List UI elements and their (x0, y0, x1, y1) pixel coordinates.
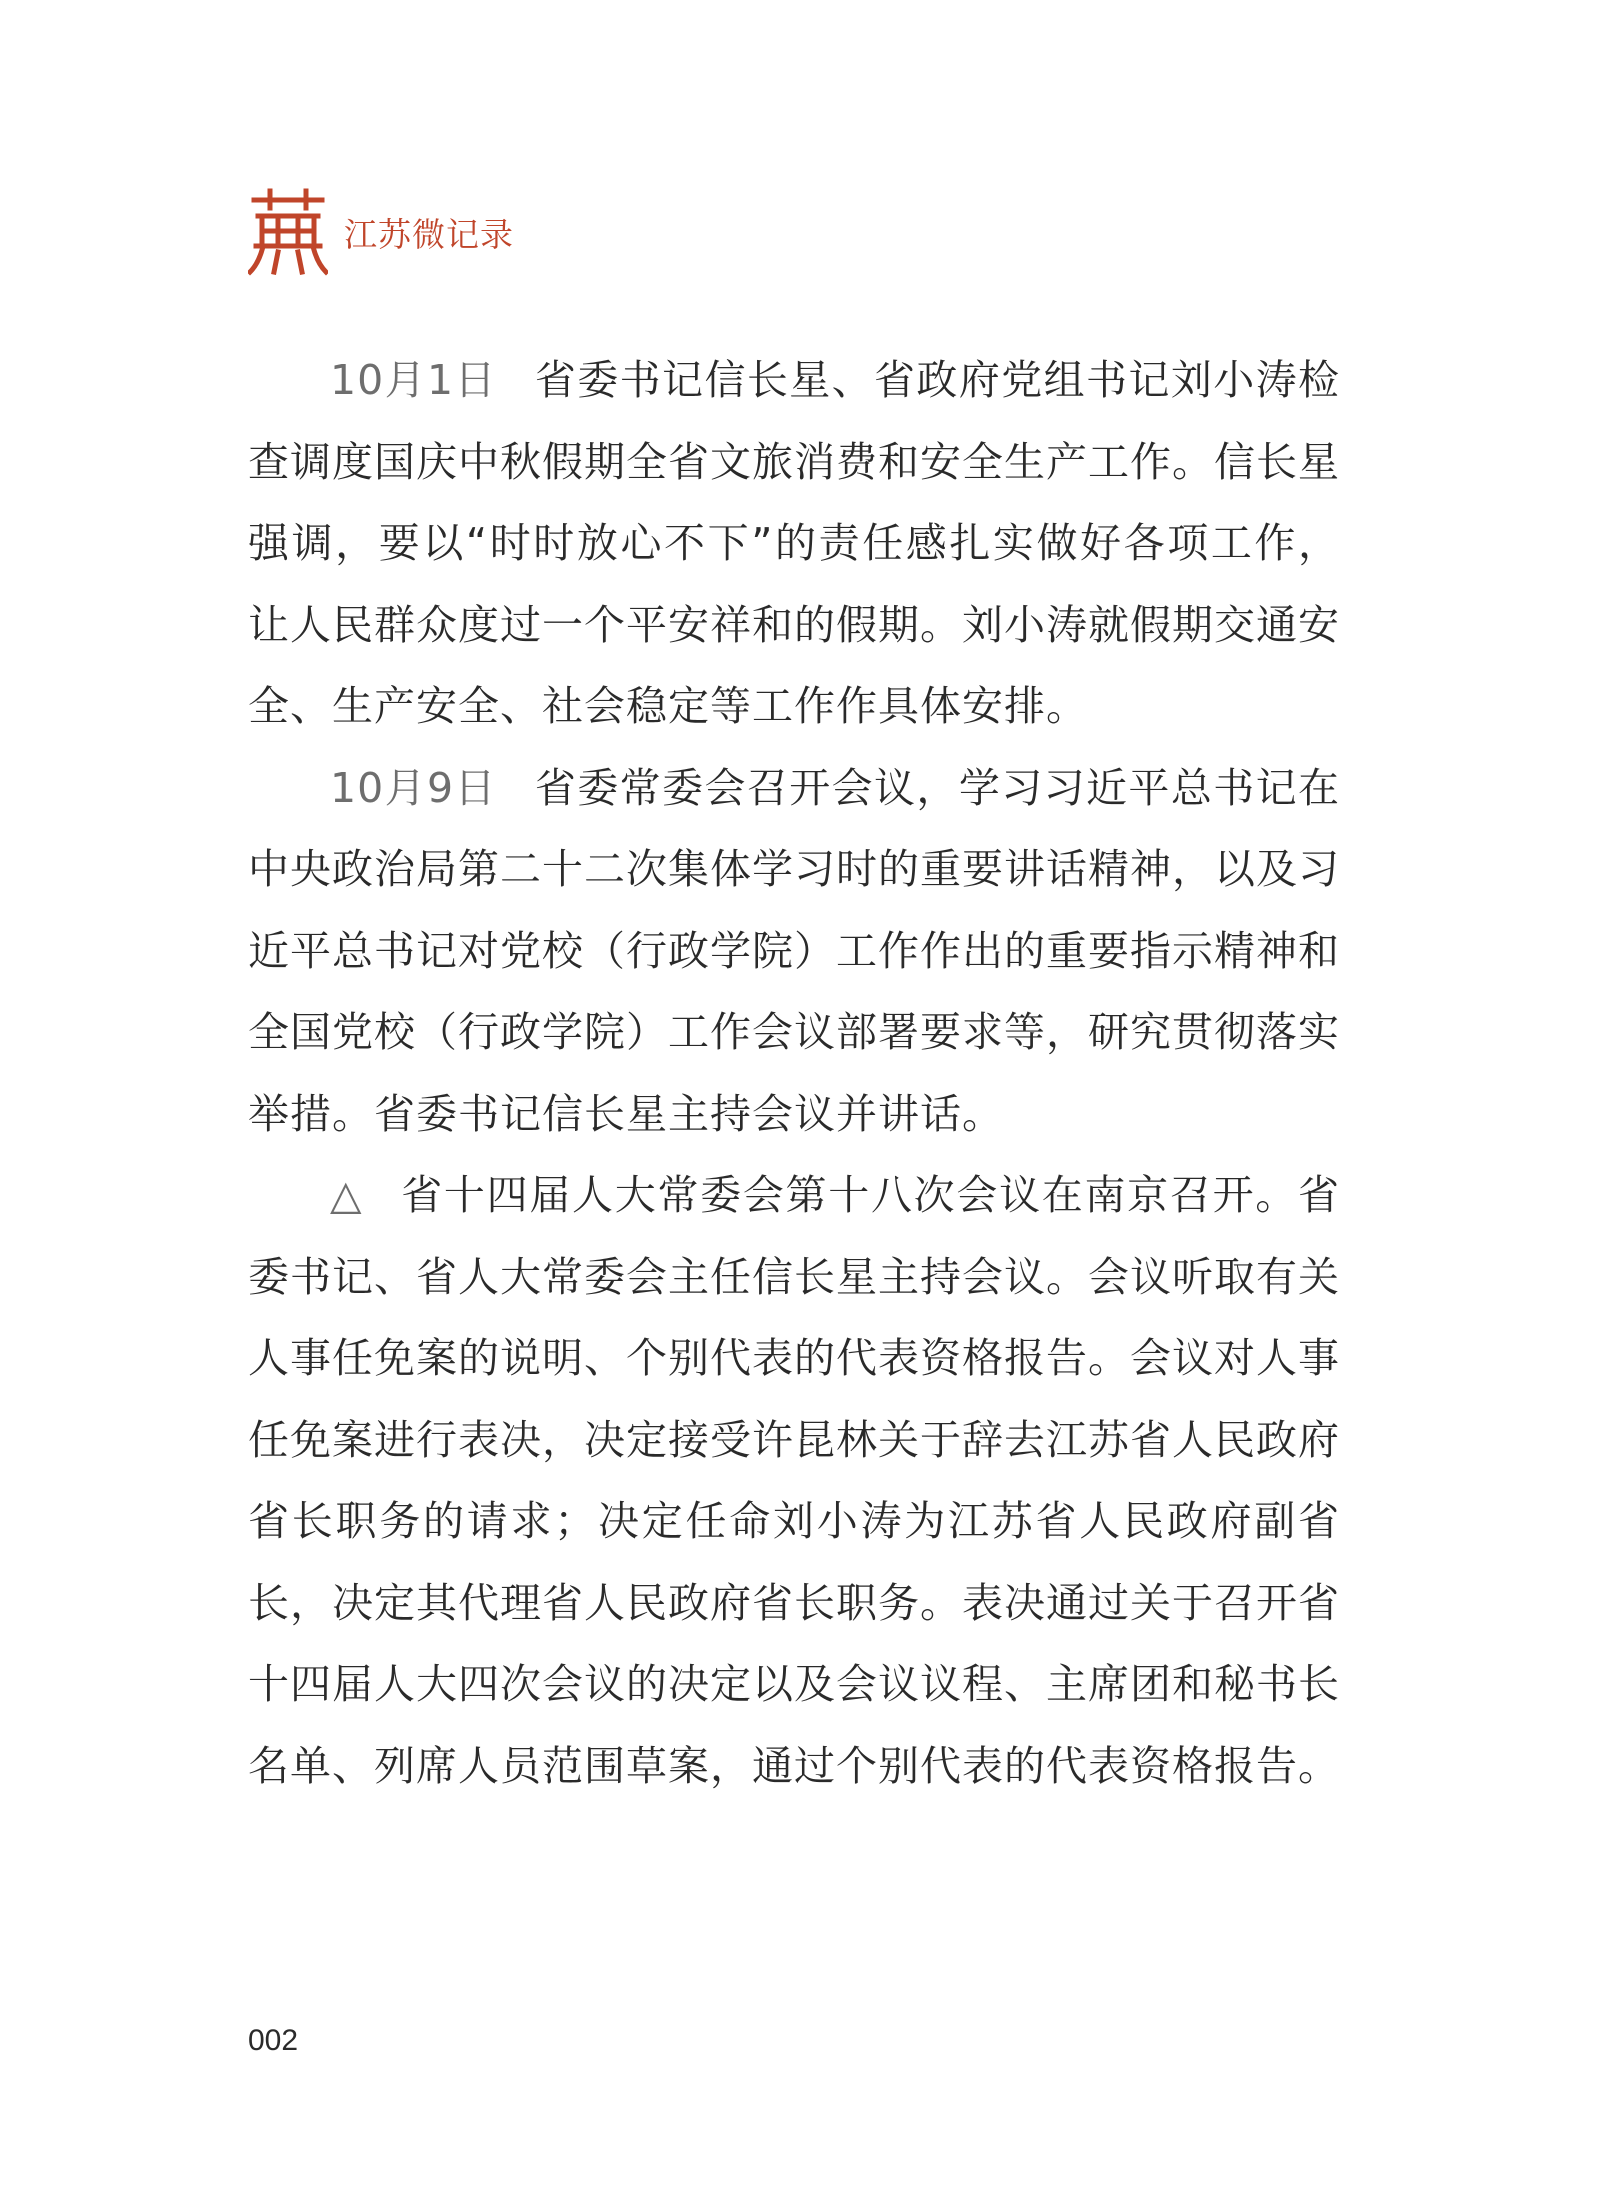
triangle-marker-icon: △ (330, 1171, 364, 1219)
entry-paragraph (248, 748, 1340, 1156)
entry-paragraph (248, 1155, 1340, 1807)
entry-text: 省十四届人大常委会第十八次会议在南京召开。省委书记、省人大常委会主任信长星主持会议。会议听取有关人事任免案的说明、个别代表的代表资格报告。会议对人事任免案进行表决，决定接受许昆林关于辞去江苏省人民政府省长职务的请求；决定任命刘小涛为江苏省人民政府副省长，决定其代理省人民政府省长职务。表决通过关于召开省十四届人大四次会议的决定以及会议议程、主席团和秘书长名单、列席人员范围草案，通过个别代表的代表资格报告。 (248, 1171, 1340, 1790)
entry-paragraph (248, 340, 1340, 748)
header-title: 江苏微记录 (344, 214, 514, 254)
entry-date: 10月9日 (330, 763, 497, 812)
article-body (248, 340, 1340, 1807)
jiangsu-logo-icon (248, 188, 328, 276)
entry-text: 省委常委会召开会议，学习习近平总书记在中央政治局第二十二次集体学习时的重要讲话精神，以及习近平总书记对党校（行政学院）工作作出的重要指示精神和全国党校（行政学院）工作会议部署要求等，研究贯彻落实举措。省委书记信长星主持会议并讲话。 (248, 763, 1341, 1138)
entry-text: 省委书记信长星、省政府党组书记刘小涛检查调度国庆中秋假期全省文旅消费和安全生产工作。信长星强调，要以“时时放心不下”的责任感扎实做好各项工作，让人民群众度过一个平安祥和的假期。刘小涛就假期交通安全、生产安全、社会稳定等工作作具体安排。 (248, 356, 1341, 730)
page-header (248, 188, 514, 276)
entry-date: 10月1日 (330, 356, 497, 404)
page-number: 002 (248, 2024, 299, 2057)
